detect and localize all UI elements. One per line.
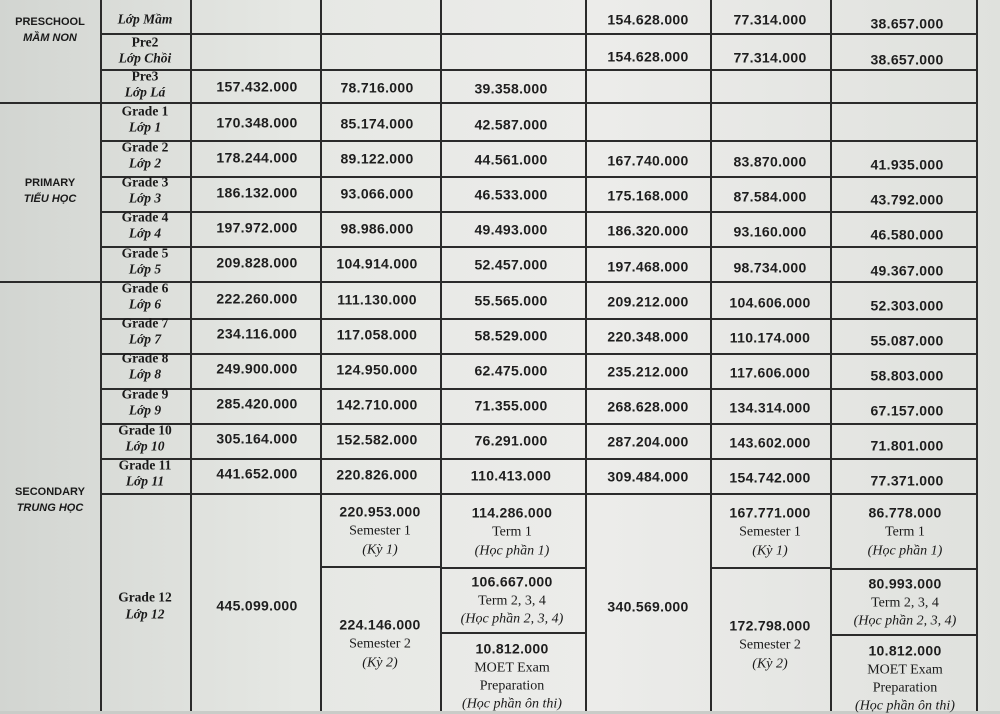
grade-label: Grade 5 (121, 245, 169, 261)
row-line (320, 566, 440, 568)
fee-cell-term: 80.993.000 (868, 575, 942, 592)
fee-cell: 104.606.000 (729, 294, 811, 311)
fee-cell: 52.303.000 (870, 297, 944, 314)
row-line (710, 567, 830, 569)
fee-cell: 42.587.000 (474, 116, 548, 133)
term-label-vi: (Học phần 1) (867, 543, 943, 559)
grade-label-vi: Lớp 9 (128, 402, 162, 418)
row-line (100, 318, 977, 320)
fee-cell: 143.602.000 (729, 434, 811, 451)
fee-cell: 285.420.000 (216, 395, 298, 412)
row-line (100, 33, 977, 35)
grade-label-vi: Lớp 10 (125, 438, 165, 454)
fee-cell: 209.828.000 (216, 254, 298, 271)
col-line (585, 0, 587, 711)
row-line (100, 140, 977, 142)
grade-label-vi: Lớp 8 (128, 366, 162, 382)
section-label: PRIMARY (24, 176, 76, 189)
fee-cell-semester: 224.146.000 (339, 616, 421, 633)
grade-label-vi: Lớp 11 (125, 473, 165, 489)
row-line (100, 423, 977, 425)
semester-label-vi: (Kỳ 2) (362, 655, 398, 671)
row-line (100, 69, 977, 71)
fee-cell: 157.432.000 (216, 78, 298, 95)
col-line (976, 0, 978, 711)
fee-cell: 167.740.000 (607, 152, 689, 169)
fee-cell-annual: 445.099.000 (216, 597, 298, 614)
fee-cell: 46.580.000 (870, 226, 944, 243)
semester-label: Semester 1 (739, 524, 801, 540)
fee-cell-term: 106.667.000 (471, 573, 553, 590)
exam-label: MOET Exam (474, 660, 550, 676)
semester-label: Semester 2 (739, 637, 801, 653)
fee-cell: 76.291.000 (474, 432, 548, 449)
fee-cell: 220.348.000 (607, 328, 689, 345)
fee-cell: 77.314.000 (733, 49, 807, 66)
term-label-vi: (Học phần 2, 3, 4) (853, 613, 957, 629)
fee-cell: 154.628.000 (607, 48, 689, 65)
exam-label-vi: (Học phần ôn thi) (462, 696, 562, 712)
grade-label: Grade 3 (121, 174, 169, 190)
fee-cell: 98.734.000 (733, 259, 807, 276)
fee-cell: 62.475.000 (474, 362, 548, 379)
fee-cell-annual: 340.569.000 (607, 598, 689, 615)
fee-cell: 38.657.000 (870, 51, 944, 68)
col-line (190, 0, 192, 711)
fee-cell: 197.972.000 (216, 219, 298, 236)
fee-cell: 83.870.000 (733, 153, 807, 170)
grade-label-vi: Lớp Mầm (117, 11, 173, 27)
fee-cell: 234.116.000 (216, 325, 298, 342)
fee-cell: 268.628.000 (607, 398, 689, 415)
fee-cell: 55.087.000 (870, 332, 944, 349)
fee-cell: 104.914.000 (336, 255, 418, 272)
fee-cell: 44.561.000 (474, 151, 548, 168)
fee-cell: 58.803.000 (870, 367, 944, 384)
grade-label-vi: Lớp 4 (128, 225, 162, 241)
fee-cell: 87.584.000 (733, 188, 807, 205)
grade-label: Pre2 (131, 34, 159, 50)
fee-cell: 85.174.000 (340, 115, 414, 132)
row-line (440, 567, 585, 569)
grade-label: Grade 4 (121, 209, 169, 225)
fee-cell: 93.066.000 (340, 185, 414, 202)
grade-label: Grade 1 (121, 103, 169, 119)
grade-label: Grade 11 (118, 457, 172, 473)
row-line (100, 493, 977, 495)
fee-cell: 287.204.000 (607, 433, 689, 450)
fee-cell: 78.716.000 (340, 79, 414, 96)
fee-cell: 209.212.000 (607, 293, 689, 310)
grade-label-vi: Lớp 2 (128, 155, 162, 171)
fee-cell-term: 86.778.000 (868, 504, 942, 521)
exam-label: MOET Exam (867, 662, 943, 678)
fee-cell: 154.742.000 (729, 469, 811, 486)
row-line (100, 353, 977, 355)
grade-label: Grade 8 (121, 350, 169, 366)
fee-cell: 186.132.000 (216, 184, 298, 201)
row-line (100, 458, 977, 460)
section-label-vi: MẦM NON (23, 31, 77, 44)
grade-label: Grade 2 (121, 139, 169, 155)
fee-cell: 43.792.000 (870, 191, 944, 208)
grade-label: Grade 12 (118, 589, 172, 605)
fee-cell: 197.468.000 (607, 258, 689, 275)
fee-cell: 111.130.000 (337, 291, 417, 308)
grade-label-vi: Lớp 6 (128, 296, 162, 312)
grade-label-vi: Lớp Lá (124, 84, 166, 100)
fee-cell: 235.212.000 (607, 363, 689, 380)
fee-cell: 441.652.000 (216, 465, 298, 482)
fee-cell: 55.565.000 (474, 292, 548, 309)
section-label: PRESCHOOL (15, 15, 85, 28)
fee-cell: 58.529.000 (474, 327, 548, 344)
fee-cell: 249.900.000 (216, 360, 298, 377)
col-line (100, 0, 102, 711)
term-label: Term 1 (885, 524, 925, 540)
fee-cell: 46.533.000 (474, 186, 548, 203)
row-line (100, 388, 977, 390)
grade-label: Grade 9 (121, 386, 169, 402)
fee-cell: 117.058.000 (336, 326, 418, 343)
col-line (320, 0, 322, 711)
fee-cell: 124.950.000 (336, 361, 418, 378)
semester-label-vi: (Kỳ 1) (362, 542, 398, 558)
fee-cell: 93.160.000 (733, 223, 807, 240)
fee-cell-semester: 220.953.000 (339, 503, 421, 520)
fee-cell: 220.826.000 (336, 466, 418, 483)
grade-label-vi: Lớp 7 (128, 331, 162, 347)
row-line (830, 634, 977, 636)
exam-label: Preparation (479, 678, 545, 694)
fee-cell: 154.628.000 (607, 11, 689, 28)
fee-cell: 142.710.000 (336, 396, 418, 413)
grade-label-vi: Lớp 1 (128, 119, 162, 135)
fee-cell: 309.484.000 (607, 468, 689, 485)
fee-cell: 178.244.000 (216, 149, 298, 166)
fee-cell: 89.122.000 (340, 150, 414, 167)
row-line (830, 568, 977, 570)
fee-cell: 186.320.000 (607, 222, 689, 239)
grade-label-vi: Lớp 12 (125, 606, 165, 622)
fee-cell: 98.986.000 (340, 220, 414, 237)
fee-cell: 175.168.000 (607, 187, 689, 204)
fee-cell: 49.493.000 (474, 221, 548, 238)
fee-cell-semester: 172.798.000 (729, 617, 811, 634)
fee-cell: 305.164.000 (216, 430, 298, 447)
fee-cell: 77.314.000 (733, 11, 807, 28)
fee-cell-semester: 167.771.000 (729, 504, 811, 521)
grade-label: Pre3 (131, 68, 159, 84)
fee-cell: 67.157.000 (870, 402, 944, 419)
semester-label: Semester 1 (349, 523, 411, 539)
grade-label: Grade 6 (121, 280, 169, 296)
semester-label-vi: (Kỳ 1) (752, 543, 788, 559)
row-line (440, 632, 585, 634)
fee-cell: 77.371.000 (870, 472, 944, 489)
fee-cell-term: 114.286.000 (471, 504, 553, 521)
semester-label: Semester 2 (349, 636, 411, 652)
section-label: SECONDARY (15, 485, 85, 498)
grade-label-vi: Lớp 3 (128, 190, 162, 206)
fee-cell: 41.935.000 (870, 156, 944, 173)
term-label: Term 2, 3, 4 (478, 593, 546, 609)
grade-label: Grade 10 (118, 422, 172, 438)
fee-cell: 110.413.000 (470, 467, 552, 484)
grade-label-vi: Lớp 5 (128, 261, 162, 277)
row-line (100, 211, 977, 213)
fee-cell-exam: 10.812.000 (868, 642, 942, 659)
fee-cell: 134.314.000 (729, 399, 811, 416)
col-line (710, 0, 712, 711)
fee-cell: 110.174.000 (729, 329, 811, 346)
term-label: Term 2, 3, 4 (871, 595, 939, 611)
row-line (100, 176, 977, 178)
col-line (830, 0, 832, 711)
semester-label-vi: (Kỳ 2) (752, 656, 788, 672)
fee-cell: 52.457.000 (474, 256, 548, 273)
term-label-vi: (Học phần 1) (474, 543, 550, 559)
section-label-vi: TIỂU HỌC (23, 192, 77, 205)
fee-cell: 71.355.000 (474, 397, 548, 414)
exam-label-vi: (Học phần ôn thi) (855, 698, 955, 714)
grade-label: Grade 7 (121, 315, 169, 331)
term-label-vi: (Học phần 2, 3, 4) (460, 611, 564, 627)
fee-cell: 170.348.000 (216, 114, 298, 131)
fee-cell-exam: 10.812.000 (475, 640, 549, 657)
fee-cell: 49.367.000 (870, 262, 944, 279)
fee-cell: 38.657.000 (870, 15, 944, 32)
exam-label: Preparation (872, 680, 938, 696)
fee-cell: 117.606.000 (729, 364, 811, 381)
fee-cell: 222.260.000 (216, 290, 298, 307)
fee-cell: 39.358.000 (474, 80, 548, 97)
col-line (440, 0, 442, 711)
fee-cell: 152.582.000 (336, 431, 418, 448)
row-line (100, 246, 977, 248)
term-label: Term 1 (492, 524, 532, 540)
section-label-vi: TRUNG HỌC (16, 501, 84, 514)
grade-label-vi: Lớp Chồi (118, 50, 172, 66)
fee-cell: 71.801.000 (870, 437, 944, 454)
